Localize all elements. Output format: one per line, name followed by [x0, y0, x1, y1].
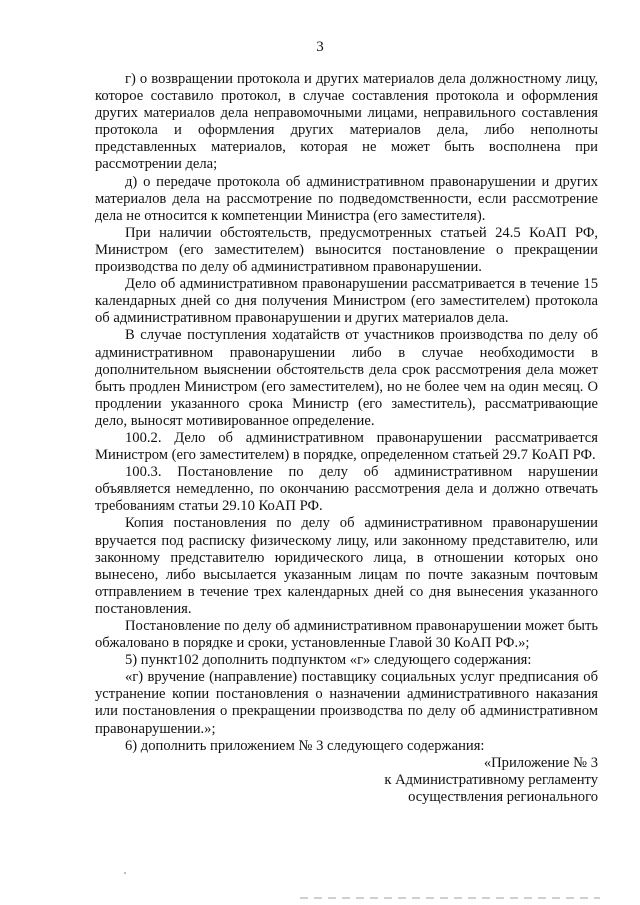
document-body	[95, 71, 598, 806]
appendix-line-2: к Административному регламенту	[384, 771, 598, 788]
paragraph-g-return-protocol: г) о возвращении протокола и других материалов дела должностному лицу, которое составило протокол, в случае составления протокола и оформления других материалов дела неправомочными лицами, неправильного составления протокола и оформления других материалов дела, либо неполноты представленных материалов, которая не может быть восполнена при рассмотрении дела;	[95, 71, 598, 173]
paragraph-copy-delivery: Копия постановления по делу об административном правонарушении вручается под расписку физическому лицу, или законному представителю, или законному представителю юридического лица, в отношении которых оно вынесено, либо высылается указанным лицам по почте заказным почтовым отправлением в течение трех календарных дней со дня вынесения указанного постановления.	[95, 515, 598, 617]
paragraph-item-5: 5) пункт102 дополнить подпунктом «г» следующего содержания:	[125, 652, 532, 669]
paragraph-d-transfer-protocol: д) о передаче протокола об административном правонарушении и других материалов дела на рассмотрение по подведомственности, если рассмотрение дела не относится к компетенции Министра (его заместителя).	[95, 173, 598, 224]
paragraph-100-3: 100.3. Постановление по делу об административном нарушении объявляется немедленно, по окончанию рассмотрения дела и должно отвечать требованиям статьи 29.10 КоАП РФ.	[95, 464, 598, 515]
paragraph-item-6: 6) дополнить приложением № 3 следующего содержания:	[125, 737, 485, 754]
paragraph-review-term: Дело об административном правонарушении рассматривается в течение 15 календарных дней со дня получения Министром (его заместителем) протокола об административном правонарушении и других материалов дела.	[95, 276, 598, 327]
paragraph-termination-grounds: При наличии обстоятельств, предусмотренных статьей 24.5 КоАП РФ, Министром (его заместителем) выносится постановление о прекращении производства по делу об административном правонарушении.	[95, 224, 598, 276]
appendix-line-1: «Приложение № 3	[483, 754, 598, 771]
page-number: 3	[316, 39, 324, 55]
scan-speck	[124, 872, 126, 874]
paragraph-subitem-g: «г) вручение (направление) поставщику социальных услуг предписания об устранение копии постановления о назначении административного наказания или постановления о прекращении производства по делу об административном правонарушении.»;	[95, 669, 598, 737]
appendix-line-3: осуществления регионального	[408, 788, 598, 805]
scan-footer-noise	[300, 897, 600, 899]
appendix-heading	[95, 755, 598, 806]
paragraph-term-extension: В случае поступления ходатайств от участников производства по делу об административном правонарушении либо в случае необходимости в дополнительном выяснении обстоятельств дела срок рассмотрения дела может быть продлен Министром (его заместителем), но не более чем на один месяц. О продлении указанного срока Министр (его заместитель), рассматривающие дело, выносят мотивированное определение.	[95, 327, 598, 429]
paragraph-appeal: Постановление по делу об административном правонарушении может быть обжаловано в порядке и сроки, установленные Главой 30 КоАП РФ.»;	[95, 618, 598, 652]
paragraph-100-2: 100.2. Дело об административном правонарушении рассматривается Министром (его заместителем) в порядке, определенном статьей 29.7 КоАП РФ.	[95, 429, 598, 464]
